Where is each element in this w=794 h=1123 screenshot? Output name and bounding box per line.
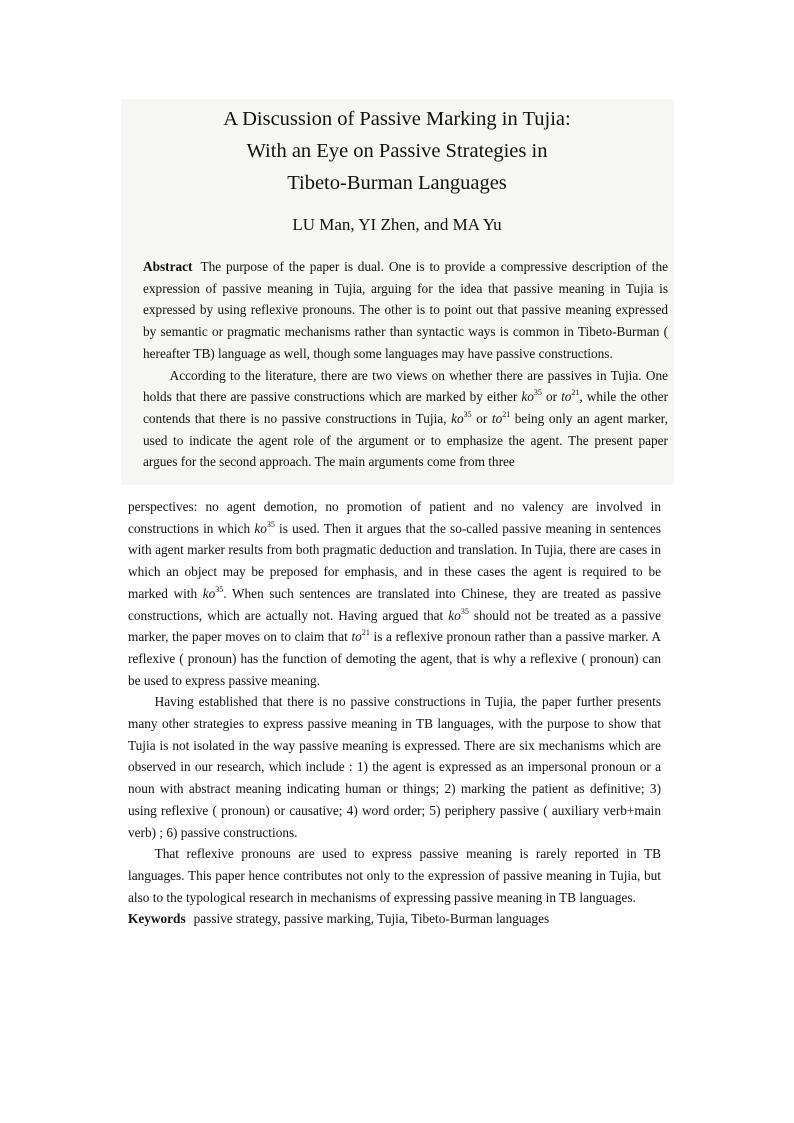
- tone-21: 21: [502, 409, 511, 419]
- abstract-text-1: The purpose of the paper is dual. One is to provide a compressive description of the expression of passive meaning in Tujia, arguing for the idea that passive meaning in Tujia is expressed by using reflexive pronouns. The other is to point out that passive meaning expressed by semantic or pragmatic mechanisms rather than syntactic ways is common in Tibeto-Burman ( hereafter TB) language as well, though some languages may have passive constructions.: [143, 259, 668, 361]
- term-to: to: [561, 389, 572, 405]
- abstract-paragraph-2: [143, 365, 668, 474]
- authors: LU Man, YI Zhen, and MA Yu: [292, 215, 502, 234]
- term-ko: ko: [254, 520, 267, 536]
- term-ko: ko: [451, 410, 464, 426]
- title-line-3: Tibeto-Burman Languages: [287, 172, 507, 194]
- paper-title: [0, 103, 794, 199]
- term-ko: ko: [521, 389, 534, 405]
- tone-35: 35: [266, 519, 275, 529]
- tone-35: 35: [463, 409, 472, 419]
- conj-or: or: [471, 410, 492, 426]
- keywords-line: [128, 908, 661, 930]
- tone-35: 35: [460, 606, 469, 616]
- abstract-label: Abstract: [143, 259, 193, 274]
- term-to: to: [351, 629, 362, 645]
- conj-or: or: [541, 389, 562, 405]
- keywords-text: passive strategy, passive marking, Tujia, Tibeto-Burman languages: [193, 911, 550, 927]
- tone-35: 35: [215, 584, 224, 594]
- abstract-section: [143, 256, 668, 473]
- term-to: to: [491, 410, 503, 426]
- abstract-text-2c: being only an agent marker, used to indicate the agent role of the argument or to emphasize the agent. The present paper argues for the second approach. The main arguments come from three: [143, 410, 669, 470]
- abstract-paragraph-1: [143, 256, 668, 365]
- body-text-3c: . When such sentences are translated into Chinese, they are treated as passive constructions, which are actually not. Having argued that: [128, 585, 661, 623]
- title-line-1: A Discussion of Passive Marking in Tujia:: [223, 108, 571, 130]
- body-text-3d: should not be treated as a passive marker, the paper moves on to claim that: [128, 607, 661, 645]
- abstract-continuation: [128, 496, 661, 930]
- keywords-label: Keywords: [128, 911, 186, 927]
- body-paragraph-3: [128, 496, 661, 691]
- body-text-3a: perspectives: no agent demotion, no promotion of patient and no valency are involved in constructions in which: [128, 499, 661, 536]
- tone-21: 21: [571, 388, 580, 398]
- title-line-2: With an Eye on Passive Strategies in: [246, 140, 548, 162]
- term-ko: ko: [202, 585, 216, 601]
- abstract-text-2b: , while the other contends that there is no passive constructions in Tujia,: [143, 389, 669, 426]
- tone-35: 35: [533, 388, 542, 398]
- body-text-3b: is used. Then it argues that the so-called passive meaning in sentences with agent marker results from both pragmatic deduction and translation. In Tujia, there are cases in which an object may be preposed for emphasis, and in these cases the agent is required to be marked with: [128, 520, 661, 601]
- body-paragraph-4: Having established that there is no passive constructions in Tujia, the paper further presents many other strategies to express passive meaning in TB languages, with the purpose to show that Tujia is not isolated in the way passive meaning is expressed. There are six mechanisms which are observed in our research, which include : 1) the agent is expressed as an impersonal pronoun or a noun with abstract meaning indicating human or things; 2) marking the patient as definitive; 3) using reflexive ( pronoun) or causative; 4) word order; 5) periphery passive ( auxiliary verb+main verb) ; 6) passive constructions.: [128, 694, 661, 840]
- abstract-text-2a: According to the literature, there are two views on whether there are passives in Tujia. One holds that there are passive constructions which are marked by either: [143, 367, 668, 405]
- body-paragraph-5: That reflexive pronouns are used to express passive meaning is rarely reported in TB languages. This paper hence contributes not only to the expression of passive meaning in Tujia, but also to the typological research in mechanisms of expressing passive meaning in TB languages.: [128, 846, 661, 905]
- term-ko: ko: [448, 607, 461, 623]
- body-text-3e: is a reflexive pronoun rather than a passive marker. A reflexive ( pronoun) has the function of demoting the agent, that is why a reflexive ( pronoun) can be used to express passive meaning.: [128, 629, 661, 688]
- tone-21: 21: [361, 628, 370, 638]
